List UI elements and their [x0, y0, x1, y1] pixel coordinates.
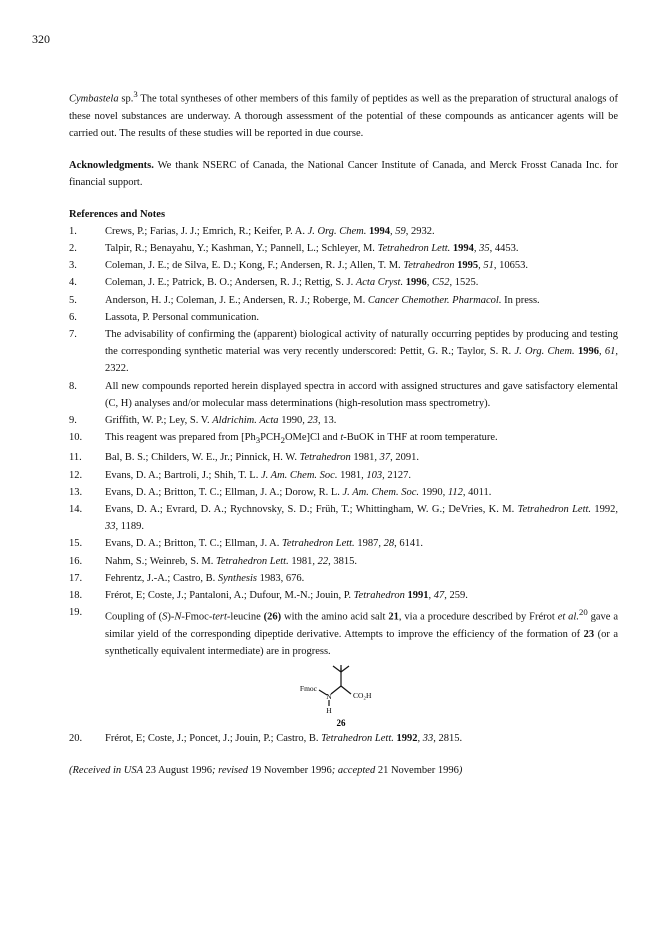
acknowledgments-heading: Acknowledgments. [69, 160, 154, 172]
reference-text: The advisability of confirming the (apparent) biological activity of naturally occurring peptides by producing and testing the corresponding synthetic material was very recently underscored: Pettit, G. R.; Taylor, S. R. J. Org. Chem. 1996, 61, 2322. [105, 328, 619, 375]
reference-text: All new compounds reported herein displayed spectra in accord with assigned structures and gave satisfactory elemental (C, H) analyses and/or molecular mass determinations (high-resolution mass spectrometry). [105, 380, 618, 409]
reference-text: Coleman, J. E.; Patrick, B. O.; Andersen, R. J.; Rettig, S. J. Acta Cryst. 1996, C52, 1525. [105, 277, 479, 289]
reference-item [69, 378, 618, 412]
reference-number: 3. [69, 260, 77, 272]
reference-item [69, 309, 618, 326]
reference-item [69, 587, 618, 604]
page-number: 320 [32, 32, 50, 46]
citation-superscript: 3 [133, 89, 138, 99]
organism-name: Cymbastela [69, 93, 119, 105]
reference-number: 13. [69, 486, 83, 498]
reference-number: 16. [69, 555, 83, 567]
reference-number: 9. [69, 414, 77, 426]
acknowledgments-paragraph: Acknowledgments. We thank NSERC of Canada, the National Cancer Institute of Canada, and Merck Frosst Canada Inc. for financial support. [69, 160, 618, 189]
reference-number: 5. [69, 294, 77, 306]
reference-text: Frérot, E; Coste, J.; Poncet, J.; Jouin, P.; Castro, B. Tetrahedron Lett. 1992, 33, 2815. [105, 733, 463, 745]
reference-text: Evans, D. A.; Britton, T. C.; Ellman, J. A. Tetrahedron Lett. 1987, 28, 6141. [105, 538, 423, 550]
reference-text: Coleman, J. E.; de Silva, E. D.; Kong, F.; Andersen, R. J.; Allen, T. M. Tetrahedron 1995, 51, 10653. [105, 260, 528, 272]
reference-item [69, 223, 618, 240]
reference-number: 4. [69, 277, 77, 289]
reference-text: Nahm, S.; Weinreb, S. M. Tetrahedron Lett. 1981, 22, 3815. [105, 555, 357, 567]
reference-item [69, 292, 618, 309]
reference-text: Griffith, W. P.; Ley, S. V. Aldrichim. Acta 1990, 23, 13. [105, 414, 337, 426]
reference-item [69, 553, 618, 570]
reference-item [69, 501, 618, 535]
reference-number: 15. [69, 538, 83, 550]
reference-item [69, 484, 618, 501]
bond-ca-cooh [341, 686, 351, 694]
reference-text: Talpir, R.; Benayahu, Y.; Kashman, Y.; Pannell, L.; Schleyer, M. Tetrahedron Lett. 1994, 35, 4453. [105, 242, 519, 254]
fmoc-tert-leucine-structure [289, 664, 399, 728]
reference-text: Coupling of (S)-N-Fmoc-tert-leucine (26) with the amino acid salt 21, via a procedure described by Frérot et al.$^{20}$ gave a similar yield of the corresponding dipeptide derivative. Attempts to improve the efficiency of the formation of 23 (or a synthetically equivalent intermediate) are in progress. [105, 607, 619, 658]
reference-number: 7. [69, 328, 77, 340]
reference-text: Evans, D. A.; Bartroli, J.; Shih, T. L. J. Am. Chem. Soc. 1981, 103, 2127. [105, 469, 411, 481]
n-label: N [325, 692, 332, 702]
reference-item [69, 240, 618, 257]
reference-text: This reagent was prepared from $[Ph_3PCH_2OMe]Cl$ and t-BuOK in THF at room temperature. [105, 432, 498, 446]
reference-text: Evans, D. A.; Britton, T. C.; Ellman, J. A.; Dorow, R. L. J. Am. Chem. Soc. 1990, 112, 4011. [105, 486, 492, 498]
reference-item [69, 429, 618, 449]
reference-number: 20. [69, 733, 83, 745]
reference-item [69, 412, 618, 429]
references-heading: References and Notes [69, 208, 166, 220]
reference-text: Bal, B. S.; Childers, W. E., Jr.; Pinnick, H. W. Tetrahedron 1981, 37, 2091. [105, 452, 419, 464]
fmoc-label: Fmoc [299, 684, 317, 694]
reference-item [69, 257, 618, 274]
reference-number: 1. [69, 225, 77, 237]
reference-item [69, 730, 618, 747]
reference-text: Fehrentz, J.-A.; Castro, B. Synthesis 1983, 676. [105, 572, 305, 584]
intro-paragraph: Cymbastela sp.$^3$ The total syntheses of other members of this family of peptides as well as the preparation of structural analogs of these novel substances are underway. A thorough assessment of the potential of these compounds as anticancer agents will be carried out. The results of these studies will be reported in due course. [69, 89, 618, 139]
reference-number: 14. [69, 504, 83, 516]
reference-item [69, 449, 618, 466]
reference-number: 10. [69, 432, 83, 444]
reference-item [69, 570, 618, 587]
reference-number: 8. [69, 380, 77, 392]
tbu-bond-left [333, 666, 341, 672]
bond-ca-n [331, 686, 341, 694]
reference-number: 11. [69, 452, 82, 464]
reference-number: 19. [69, 607, 83, 619]
reference-item [69, 274, 618, 291]
reference-number: 6. [69, 311, 77, 323]
reference-text: Crews, P.; Farias, J. J.; Emrich, R.; Keifer, P. A. J. Org. Chem. 1994, 59, 2932. [105, 225, 435, 237]
tbu-bond-right [341, 666, 349, 672]
reference-item [69, 467, 618, 484]
reference-item [69, 604, 618, 660]
structure-drawing [289, 664, 399, 728]
reference-list [69, 223, 618, 748]
co2h-label: CO₂H [352, 691, 371, 701]
compound-number: 26 [336, 718, 345, 729]
reference-number: 12. [69, 469, 83, 481]
reference-number: 17. [69, 572, 83, 584]
reference-number: 18. [69, 590, 83, 602]
reference-text: Lassota, P. Personal communication. [105, 311, 259, 323]
structure-figure [69, 664, 618, 728]
page-body [69, 86, 618, 779]
reference-text: Anderson, H. J.; Coleman, J. E.; Andersen, R. J.; Roberge, M. Cancer Chemother. Pharmacol. In press. [105, 294, 540, 306]
reference-text: Frérot, E; Coste, J.; Pantaloni, A.; Dufour, M.-N.; Jouin, P. Tetrahedron 1991, 47, 259. [105, 590, 468, 602]
reference-item [69, 535, 618, 552]
reference-number: 2. [69, 242, 77, 254]
reference-text: Evans, D. A.; Evrard, D. A.; Rychnovsky, S. D.; Früh, T.; Whittingham, W. G.; DeVries, K. M. Tetrahedron Lett. 1992, 33, 1189. [105, 504, 619, 533]
h-label: H [325, 706, 332, 716]
received-line: (Received in USA 23 August 1996; revised 19 November 1996; accepted 21 November 1996) [69, 764, 463, 776]
reference-item [69, 326, 618, 378]
